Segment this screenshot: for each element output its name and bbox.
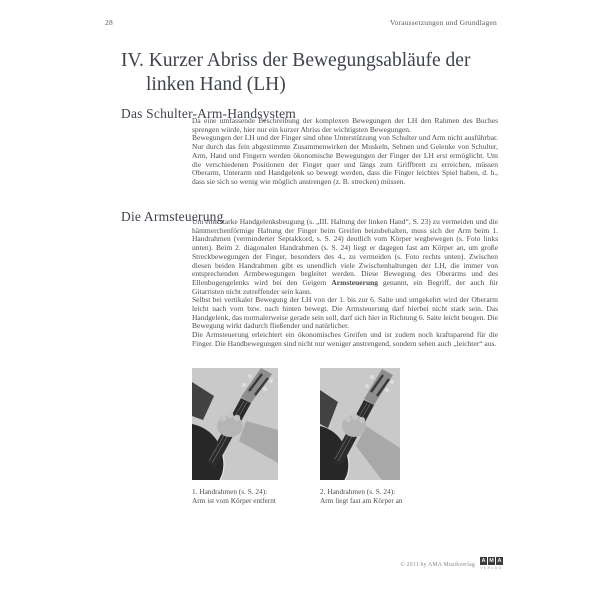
chapter-title-line1: IV. Kurzer Abriss der Bewegungsabläufe der — [121, 50, 471, 72]
paragraph: Die Armsteuerung erleichtert ein ökonomisches Greifen und ist zudem noch kraftsparend für die Finger. Die Handbewegungen sind nicht nur weniger anstrengend, sondern sehen auch „leichter“ aus. — [192, 330, 498, 348]
bold-term-armsteuerung: Armsteuerung — [331, 277, 379, 287]
ama-logo-verlag-text: VERLAG — [480, 566, 503, 570]
paragraph: Selbst bei vertikaler Bewegung der LH von der 1. bis zur 6. Saite und umgekehrt wird der Oberarm leicht nach vorn bzw. nach hinten bewegt. Die Armsteuerung darf hierbei nicht stark sein. Das Handgelenk, das normalerweise gerade sein soll, darf sich hier in Richtung 6. Saite leicht beugen. Die Bewegung wirkt dadurch fließender und natürlicher. — [192, 295, 498, 331]
body-text-armsteuerung — [192, 218, 498, 349]
paragraph-armsteuerung-1 — [192, 218, 498, 296]
ama-logo-squares — [480, 557, 503, 565]
ama-verlag-logo — [480, 557, 503, 570]
body-text-handsystem — [192, 117, 498, 187]
caption-line: Arm liegt fast am Körper an — [320, 496, 403, 506]
guitar-photo-illustration-left — [192, 368, 278, 480]
paragraph-text: genannt, ein Begriff, der auch für Gitarristen nicht zutreffender sein kann. — [192, 277, 498, 296]
chapter-title-line2: linken Hand (LH) — [146, 73, 286, 95]
figure-caption-1 — [192, 487, 276, 505]
guitar-photo-illustration-right — [320, 368, 400, 480]
ama-logo-letter: M — [489, 558, 494, 564]
running-head — [105, 18, 497, 27]
running-head-title: Voraussetzungen und Grundlagen — [389, 18, 497, 27]
figure-caption-2 — [320, 487, 402, 505]
caption-line: 2. Handrahmen (s. S. 24): — [320, 487, 396, 496]
chapter-title — [121, 49, 541, 96]
ama-logo-letter: A — [497, 558, 502, 564]
section-heading-handsystem: Das Schulter-Arm-Handsystem — [121, 106, 296, 122]
page-number: 28 — [105, 18, 113, 27]
caption-line: Arm ist vom Körper entfernt — [192, 496, 276, 506]
copyright-notice: © 2011 by AMA Musikverlag — [400, 562, 475, 568]
paragraph-text: Um eine starke Handgelenksbeugung (s. „III. Haltung der linken Hand“, S. 23) zu vermeiden und die hämmerchenförmige Haltung der Finger beim Greifen beizubehalten, muss sich der Arm beim 1. Handrahmen (verminderter Septakkord, s. S. 24) deutlich vom Körper wegbewegen (s. Foto links unten). Beim 2. diagonalen Handrahmen (s. S. 24) liegt er dagegen fast am Körper an, um große Streckbewegungen der Finger, besonders des 4., zu vermeiden (s. Foto rechts unten). Zwischen diesen beiden Handrahmen gibt es unendlich viele Zwischenhaltungen der LH, die immer von entsprechenden Armbewegungen begleitet werden. Diese Bewegung des Oberarms und des Ellenbogengelenks wird bei den Geigern — [192, 217, 498, 287]
ama-logo-letter: A — [481, 558, 486, 564]
paragraph: Da eine umfassende Beschreibung der komplexen Bewegungen der LH den Rahmen des Buches sprengen würde, hier nur ein kurzer Abriss der wichtigsten Bewegungen. — [192, 116, 498, 134]
page-footer — [0, 557, 503, 570]
figure-photo-handrahmen-2 — [320, 368, 400, 480]
caption-line: 1. Handrahmen (s. S. 24): — [192, 487, 268, 496]
figure-photo-handrahmen-1 — [192, 368, 278, 480]
section-heading-armsteuerung: Die Armsteuerung — [121, 209, 224, 225]
paragraph: Bewegungen der LH und der Finger sind ohne Unterstützung von Schulter und Arm nicht ausführbar. Nur durch das fein abgestimmte Zusammenwirken der Muskeln, Sehnen und Gelenke von Schulter, Arm, Hand und Fingern werden ökonomische Bewegungen der Finger der LH erst ermöglicht. Um die verschiedenen Positionen der Finger quer und längs zum Griffbrett zu erreichen, müssen Oberarm, Unterarm und Handgelenk so bewegt werden, dass die Finger leichtes Spiel haben, d. h., dass sie sich so wenig wie möglich anstrengen (z. B. strecken) müssen. — [192, 133, 498, 186]
paragraphs-rest — [192, 296, 498, 348]
